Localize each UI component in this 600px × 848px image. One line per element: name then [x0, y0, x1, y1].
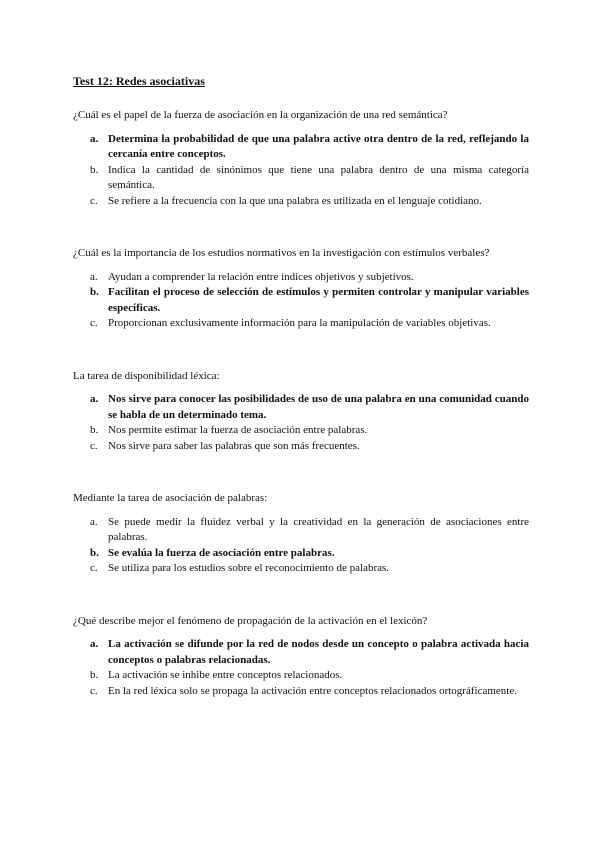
- option-list: [73, 515, 529, 577]
- option-a: [73, 270, 529, 286]
- option-list: [73, 637, 529, 699]
- spacer: [73, 454, 529, 491]
- spacer: [73, 209, 529, 246]
- document-title: Test 12: Redes asociativas: [73, 74, 205, 88]
- option-text: La activación se difunde por la red de nodos desde un concepto o palabra activada hacia conceptos o palabras relacionadas.: [108, 638, 529, 666]
- question-text: ¿Cuál es el papel de la fuerza de asociación en la organización de una red semántica?: [73, 109, 448, 121]
- option-list: [73, 270, 529, 332]
- option-letter: b.: [90, 546, 99, 559]
- option-letter: a.: [90, 393, 99, 405]
- option-a: [73, 637, 529, 668]
- option-text: Se utiliza para los estudios sobre el reconocimiento de palabras.: [108, 562, 390, 574]
- option-letter: b.: [90, 424, 99, 436]
- option-letter: c.: [90, 194, 98, 207]
- option-letter: b.: [90, 669, 99, 681]
- document-page: [73, 74, 529, 699]
- option-text: Se puede medir la fluidez verbal y la creatividad en la generación de asociaciones entre palabras.: [108, 515, 529, 543]
- option-list: [73, 132, 529, 210]
- option-letter: b.: [90, 163, 99, 176]
- option-text: Facilitan el proceso de selección de estímulos y permiten controlar y manipular variables específicas.: [108, 286, 529, 314]
- option-text: En la red léxica solo se propaga la activación entre conceptos relacionados ortográficamente.: [108, 684, 517, 697]
- question-text: ¿Qué describe mejor el fenómeno de propagación de la activación en el lexicón?: [73, 614, 428, 627]
- spacer: [73, 577, 529, 614]
- option-letter: a.: [90, 270, 98, 283]
- option-b: [73, 163, 529, 194]
- option-letter: c.: [90, 562, 98, 574]
- question-4: [73, 491, 529, 577]
- option-text: Se evalúa la fuerza de asociación entre palabras.: [108, 546, 335, 559]
- option-letter: c.: [90, 439, 98, 452]
- option-c: [73, 439, 529, 455]
- option-letter: b.: [90, 286, 99, 298]
- question-2: [73, 246, 529, 332]
- option-b: [73, 668, 529, 684]
- question-text: La tarea de disponibilidad léxica:: [73, 369, 220, 382]
- option-text: Nos sirve para conocer las posibilidades de uso de una palabra en una comunidad cuando se habla de un determinado tema.: [108, 393, 529, 421]
- option-letter: c.: [90, 684, 98, 697]
- option-c: [73, 316, 529, 332]
- option-b: [73, 285, 529, 316]
- question-text: Mediante la tarea de asociación de palabras:: [73, 492, 268, 504]
- option-b: [73, 546, 529, 562]
- option-letter: a.: [90, 132, 99, 145]
- question-5: [73, 614, 529, 700]
- option-c: [73, 684, 529, 700]
- option-a: [73, 515, 529, 546]
- question-3: [73, 369, 529, 455]
- option-c: [73, 194, 529, 210]
- option-letter: c.: [90, 317, 98, 329]
- option-letter: a.: [90, 515, 98, 528]
- option-text: Nos sirve para saber las palabras que son más frecuentes.: [108, 439, 360, 452]
- option-text: Se refiere a la frecuencia con la que una palabra es utilizada en el lenguaje cotidiano.: [108, 194, 482, 207]
- option-letter: a.: [90, 638, 99, 650]
- option-c: [73, 561, 529, 577]
- question-text: ¿Cuál es la importancia de los estudios normativos en la investigación con estímulos verbales?: [73, 247, 490, 259]
- question-1: [73, 108, 529, 209]
- option-text: Determina la probabilidad de que una palabra active otra dentro de la red, reflejando la cercanía entre conceptos.: [108, 132, 529, 160]
- option-a: [73, 392, 529, 423]
- option-list: [73, 392, 529, 454]
- option-a: [73, 132, 529, 163]
- option-b: [73, 423, 529, 439]
- spacer: [73, 332, 529, 369]
- option-text: Indica la cantidad de sinónimos que tiene una palabra dentro de una misma categoría semántica.: [108, 163, 529, 191]
- option-text: Nos permite estimar la fuerza de asociación entre palabras.: [108, 424, 368, 436]
- question-list: [73, 108, 529, 699]
- option-text: Proporcionan exclusivamente información para la manipulación de variables objetivas.: [108, 317, 491, 329]
- option-text: Ayudan a comprender la relación entre índices objetivos y subjetivos.: [108, 270, 414, 283]
- option-text: La activación se inhibe entre conceptos relacionados.: [108, 669, 343, 681]
